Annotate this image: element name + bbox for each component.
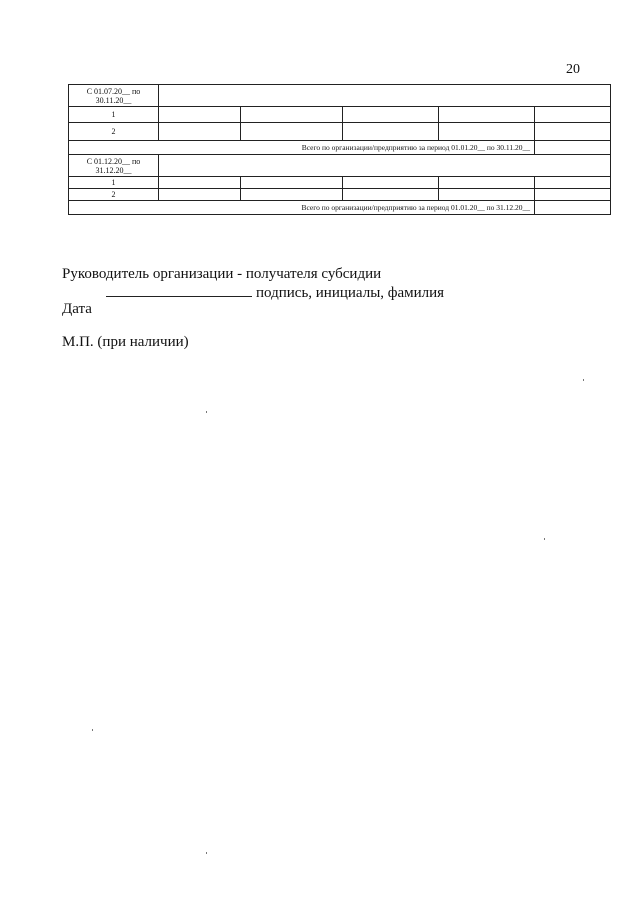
table-cell: [159, 123, 241, 141]
period-label: С 01.12.20__ по 31.12.20__: [69, 155, 159, 177]
table-cell: [159, 155, 611, 177]
table-cell: [535, 123, 611, 141]
period-row: [69, 85, 611, 107]
row-number: 2: [69, 189, 159, 201]
table-cell: [439, 123, 535, 141]
table-row: [69, 189, 611, 201]
table-cell: [241, 107, 343, 123]
stamp-label: М.П. (при наличии): [62, 334, 189, 350]
table-cell: [159, 189, 241, 201]
signature-caption: подпись, инициалы, фамилия: [256, 285, 445, 301]
table-cell: [535, 177, 611, 189]
row-number: 2: [69, 123, 159, 141]
report-table: [68, 84, 611, 215]
table-row: [69, 177, 611, 189]
table-cell: [535, 189, 611, 201]
total-label: Всего по организации/предприятию за период 01.01.20__ по 31.12.20__: [69, 201, 535, 215]
table-cell: [439, 107, 535, 123]
scan-speck: [583, 379, 584, 381]
signature-blank: [106, 284, 252, 297]
signatory-title: Руководитель организации - получателя субсидии: [62, 266, 382, 282]
table-cell: [159, 177, 241, 189]
row-number: 1: [69, 107, 159, 123]
table-row: [69, 123, 611, 141]
row-number: 1: [69, 177, 159, 189]
table-cell: [343, 123, 439, 141]
table-cell: [439, 189, 535, 201]
scan-speck: [544, 538, 545, 540]
period-row: [69, 155, 611, 177]
scan-speck: [206, 411, 207, 413]
table-cell: [241, 177, 343, 189]
table-cell: [439, 177, 535, 189]
table-cell: [159, 107, 241, 123]
total-row: [69, 201, 611, 215]
table-cell: [343, 189, 439, 201]
scan-speck: [92, 729, 93, 731]
total-label: Всего по организации/предприятию за период 01.01.20__ по 30.11.20__: [69, 141, 535, 155]
period-label: С 01.07.20__ по 30.11.20__: [69, 85, 159, 107]
page-number: 20: [566, 62, 580, 77]
table-cell: [535, 141, 611, 155]
table-cell: [343, 107, 439, 123]
signature-line: [106, 284, 444, 302]
table-cell: [241, 123, 343, 141]
table-cell: [343, 177, 439, 189]
total-row: [69, 141, 611, 155]
table-cell: [535, 201, 611, 215]
scan-speck: [206, 852, 207, 854]
table-cell: [159, 85, 611, 107]
table-cell: [535, 107, 611, 123]
date-label: Дата: [62, 301, 92, 317]
table-cell: [241, 189, 343, 201]
table-row: [69, 107, 611, 123]
